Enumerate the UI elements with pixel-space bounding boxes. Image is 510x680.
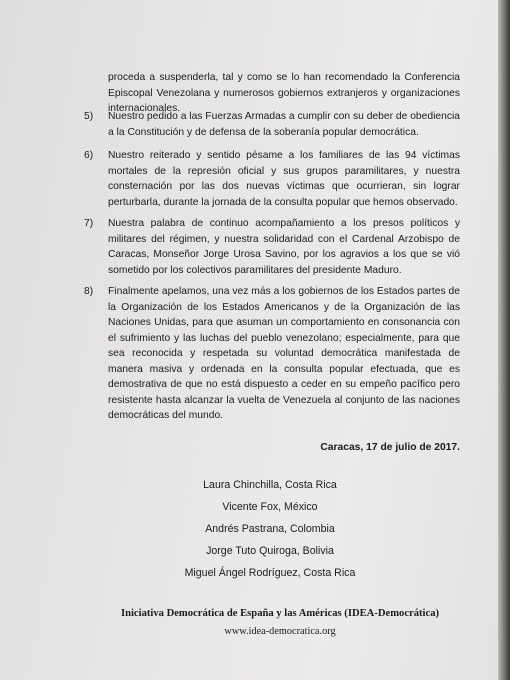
item-number: 5) bbox=[84, 111, 94, 122]
footer-url: www.idea-democratica.org bbox=[224, 626, 336, 637]
item-number: 7) bbox=[84, 218, 94, 229]
document-date: Caracas, 17 de julio de 2017. bbox=[320, 442, 460, 453]
signatory: Andrés Pastrana, Colombia bbox=[205, 523, 335, 535]
item-paragraph: Nuestra palabra de continuo acompañamiento a los presos políticos y militares del régimen, y nuestra solidaridad con el Cardenal Arzobispo de Caracas, Monseñor Jorge Urosa Savino, por los agravios a los que se vió sometido por los colectivos paramilitares del presidente Maduro. bbox=[108, 218, 460, 276]
signatory: Laura Chinchilla, Costa Rica bbox=[203, 479, 337, 491]
item-paragraph: Finalmente apelamos, una vez más a los gobiernos de los Estados partes de la Organización de los Estados Americanos y de la Organización de las Naciones Unidas, para que asuman un comportamiento en consonancia con el sufrimiento y las luchas del pueblo venezolano; especialmente, para que sea reconocida y respetada su voluntad democrática manifestada de manera masiva y ordenada en la consulta popular efectuada, que es demostrativa de que no está dispuesto a ceder en su empeño pacífico pero resistente hasta alcanzar la vuelta de Venezuela al conjunto de las naciones democráticas del mundo. bbox=[108, 286, 460, 421]
signatory: Jorge Tuto Quiroga, Bolivia bbox=[206, 545, 334, 557]
continuation-paragraph: proceda a suspenderla, tal y como se lo han recomendado la Conferencia Episcopal Venezolana y numerosos gobiernos extranjeros y organizaciones internacionales. bbox=[108, 72, 460, 114]
page-edge-shadow bbox=[498, 0, 510, 680]
footer-organization: Iniciativa Democrática de España y las Américas (IDEA-Democrática) bbox=[120, 608, 440, 619]
signatory: Vicente Fox, México bbox=[222, 501, 318, 513]
item-paragraph: Nuestro pedido a las Fuerzas Armadas a cumplir con su deber de obediencia a la Constitución y de defensa de la soberanía popular democrática. bbox=[108, 111, 461, 138]
item-number: 6) bbox=[84, 150, 94, 161]
item-number: 8) bbox=[84, 286, 94, 297]
item-paragraph: Nuestro reiterado y sentido pésame a los familiares de las 94 víctimas mortales de la represión oficial y sus grupos paramilitares, y nuestra consternación por las dos nuevas víctimas que ocurrieran, sin lograr perturbarla, durante la jornada de la consulta popular que hemos observado. bbox=[108, 150, 460, 208]
signatory: Miguel Ángel Rodríguez, Costa Rica bbox=[184, 567, 356, 579]
